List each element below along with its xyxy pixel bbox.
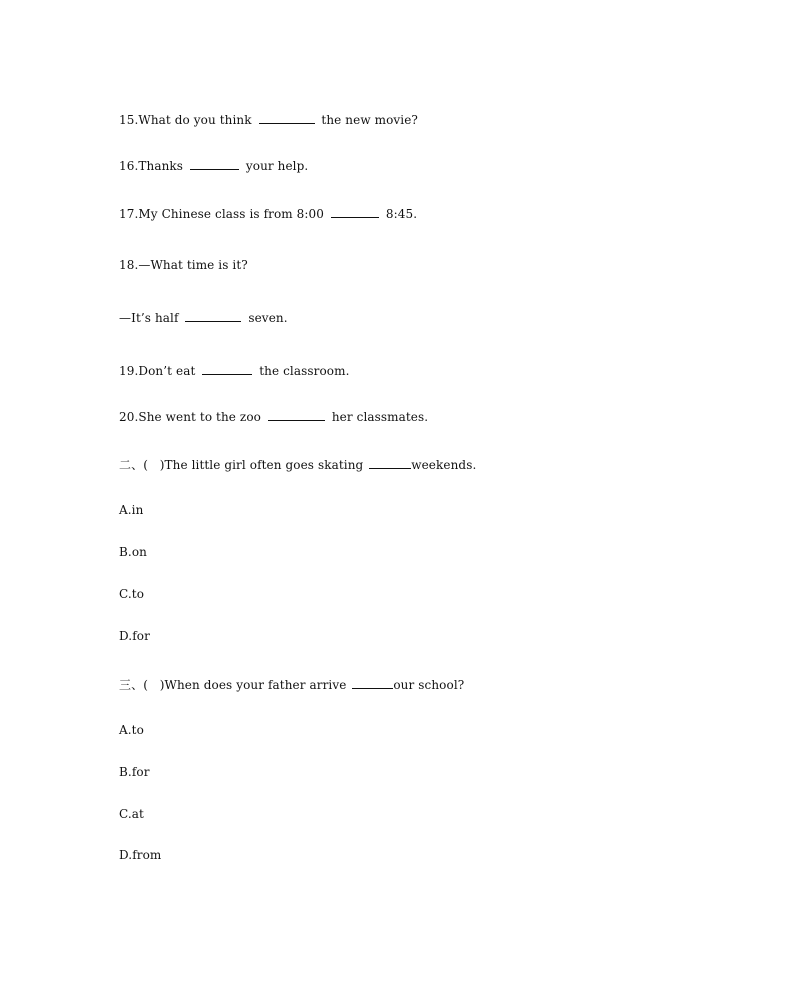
- question-text: My Chinese class is from 8:00: [138, 207, 328, 221]
- question-text: your help.: [241, 159, 309, 173]
- question-text: —It’s half: [119, 311, 183, 325]
- question-text: She went to the zoo: [138, 410, 265, 424]
- question-18-reply: [119, 309, 288, 326]
- question-text: the new movie?: [317, 113, 418, 127]
- section-2-question: [119, 456, 476, 473]
- question-text: seven.: [244, 311, 288, 325]
- answer-blank[interactable]: [202, 362, 252, 375]
- section-3-question: [119, 676, 464, 693]
- question-text: our school?: [393, 678, 465, 692]
- question-number: 16.: [119, 159, 139, 173]
- question-15: [119, 111, 418, 128]
- question-text: The little girl often goes skating: [164, 458, 368, 472]
- question-text: the classroom.: [255, 364, 350, 378]
- section-2-option-c[interactable]: C.to: [119, 587, 145, 601]
- section-3-option-c[interactable]: C.at: [119, 807, 144, 821]
- answer-blank[interactable]: [352, 676, 393, 689]
- question-number: 20.: [119, 410, 139, 424]
- question-17: [119, 205, 417, 222]
- answer-blank[interactable]: [185, 309, 241, 322]
- question-16: [119, 157, 308, 174]
- question-20: [119, 408, 428, 425]
- question-text: Thanks: [138, 159, 187, 173]
- question-text: her classmates.: [327, 410, 429, 424]
- answer-blank[interactable]: [190, 157, 239, 170]
- answer-blank[interactable]: [268, 408, 325, 421]
- question-text: 8:45.: [381, 207, 418, 221]
- answer-blank[interactable]: [331, 205, 379, 218]
- question-text: weekends.: [411, 458, 477, 472]
- answer-blank[interactable]: [259, 111, 315, 124]
- section-3-option-d[interactable]: D.from: [119, 848, 162, 862]
- question-text: When does your father arrive: [164, 678, 351, 692]
- question-number: 18.: [119, 258, 139, 272]
- section-2-option-b[interactable]: B.on: [119, 545, 147, 559]
- section-prefix: 三、( ): [119, 678, 165, 692]
- question-number: 19.: [119, 364, 139, 378]
- section-2-option-a[interactable]: A.in: [119, 503, 144, 517]
- section-3-option-a[interactable]: A.to: [119, 723, 144, 737]
- section-3-option-b[interactable]: B.for: [119, 765, 150, 779]
- question-number: 15.: [119, 113, 139, 127]
- section-2-option-d[interactable]: D.for: [119, 629, 150, 643]
- question-18: [119, 257, 248, 273]
- answer-blank[interactable]: [369, 456, 411, 469]
- question-19: [119, 362, 350, 379]
- section-prefix: 二、( ): [119, 458, 165, 472]
- question-number: 17.: [119, 207, 139, 221]
- question-text: Don’t eat: [138, 364, 200, 378]
- question-text: What do you think: [138, 113, 256, 127]
- question-text: —What time is it?: [138, 258, 248, 272]
